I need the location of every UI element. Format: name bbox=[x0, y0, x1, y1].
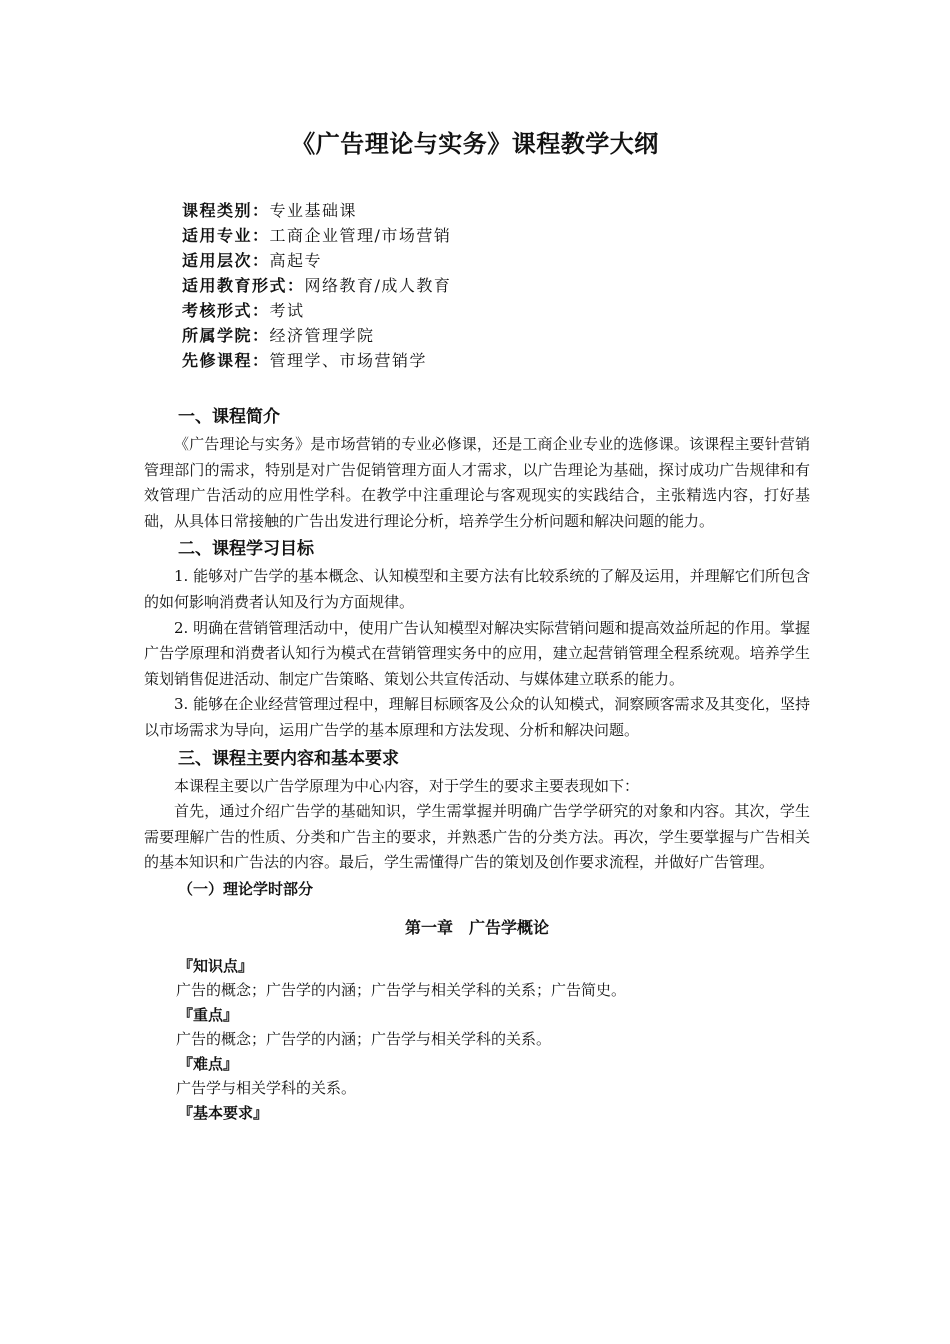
education-form-value: 网络教育/成人教育 bbox=[304, 276, 452, 295]
prerequisite-value: 管理学、市场营销学 bbox=[269, 351, 428, 370]
college-label: 所属学院： bbox=[182, 326, 270, 345]
chapter-details bbox=[144, 954, 810, 1126]
prerequisite-label: 先修课程： bbox=[182, 351, 270, 370]
content-paragraph-2: 首先，通过介绍广告学的基础知识，学生需掌握并明确广告学学研究的对象和内容。其次，学生需要理解广告的性质、分类和广告主的要求，并熟悉广告的分类方法。再次，学生要掌握与广告相关的基本知识和广告法的内容。最后，学生需懂得广告的策划及创作要求流程，并做好广告管理。 bbox=[144, 802, 810, 872]
chapter-title: 第一章 广告学概论 bbox=[404, 917, 549, 937]
education-form-row bbox=[182, 273, 802, 298]
document-title: 《广告理论与实务》课程教学大纲 bbox=[291, 130, 659, 158]
intro-paragraph: 《广告理论与实务》是市场营销的专业必修课，还是工商企业专业的选修课。该课程主要针营销管理部门的需求，特别是对广告促销管理方面人才需求，以广告理论为基础，探讨成功广告规律和有效管理广告活动的应用性学科。在教学中注重理论与客观现实的实践结合，主张精选内容，打好基础，从具体日常接触的广告出发进行理论分析，培养学生分析问题和解决问题的能力。 bbox=[144, 435, 810, 530]
objective-item-1: 1. 能够对广告学的基本概念、认知模型和主要方法有比较系统的了解及运用，并理解它们所包含的如何影响消费者认知及行为方面规律。 bbox=[144, 567, 810, 611]
basic-requirements-label: 『基本要求』 bbox=[178, 1103, 269, 1122]
objective-item-3: 3. 能够在企业经营管理过程中，理解目标顾客及公众的认知模式，洞察顾客需求及其变化，坚持以市场需求为导向，运用广告学的基本原理和方法发现、分析和解决问题。 bbox=[144, 695, 810, 739]
prerequisite-row bbox=[182, 348, 802, 373]
course-category-label: 课程类别： bbox=[182, 201, 270, 220]
applicable-major-label: 适用专业： bbox=[182, 226, 270, 245]
applicable-level-label: 适用层次： bbox=[182, 251, 270, 270]
key-points-text: 广告的概念；广告学的内涵；广告学与相关学科的关系。 bbox=[176, 1030, 552, 1049]
difficult-points-text: 广告学与相关学科的关系。 bbox=[176, 1079, 357, 1098]
difficult-points-label: 『难点』 bbox=[178, 1054, 239, 1073]
applicable-major-row bbox=[182, 223, 802, 248]
section-heading-intro: 一、课程简介 bbox=[178, 407, 280, 427]
college-value: 经济管理学院 bbox=[269, 326, 375, 345]
content-paragraph-1: 本课程主要以广告学原理为中心内容，对于学生的要求主要表现如下： bbox=[174, 776, 640, 795]
applicable-level-row bbox=[182, 248, 802, 273]
document-body bbox=[144, 402, 810, 1125]
course-category-value: 专业基础课 bbox=[269, 201, 358, 220]
knowledge-points-label: 『知识点』 bbox=[178, 956, 254, 975]
course-info bbox=[182, 198, 802, 373]
section-heading-objectives: 二、课程学习目标 bbox=[178, 539, 314, 560]
assessment-form-row bbox=[182, 298, 802, 323]
applicable-major-value: 工商企业管理/市场营销 bbox=[269, 226, 452, 245]
education-form-label: 适用教育形式： bbox=[182, 276, 305, 295]
assessment-form-label: 考核形式： bbox=[182, 301, 270, 320]
course-category-row bbox=[182, 198, 802, 223]
objective-item-2: 2. 明确在营销管理活动中，使用广告认知模型对解决实际营销问题和提高效益所起的作用。掌握广告学原理和消费者认知行为模式在营销管理实务中的应用，建立起营销管理全程系统观。培养学生策划销售促进活动、制定广告策略、策划公共宣传活动、与媒体建立联系的能力。 bbox=[144, 618, 810, 688]
assessment-form-value: 考试 bbox=[269, 301, 305, 320]
applicable-level-value: 高起专 bbox=[269, 251, 323, 270]
section-heading-content: 三、课程主要内容和基本要求 bbox=[178, 748, 399, 769]
key-points-label: 『重点』 bbox=[178, 1005, 239, 1024]
knowledge-points-text: 广告的概念；广告学的内涵；广告学与相关学科的关系；广告简史。 bbox=[176, 981, 627, 1000]
college-row bbox=[182, 323, 802, 348]
theory-hours-subheading: （一）理论学时部分 bbox=[178, 879, 314, 898]
